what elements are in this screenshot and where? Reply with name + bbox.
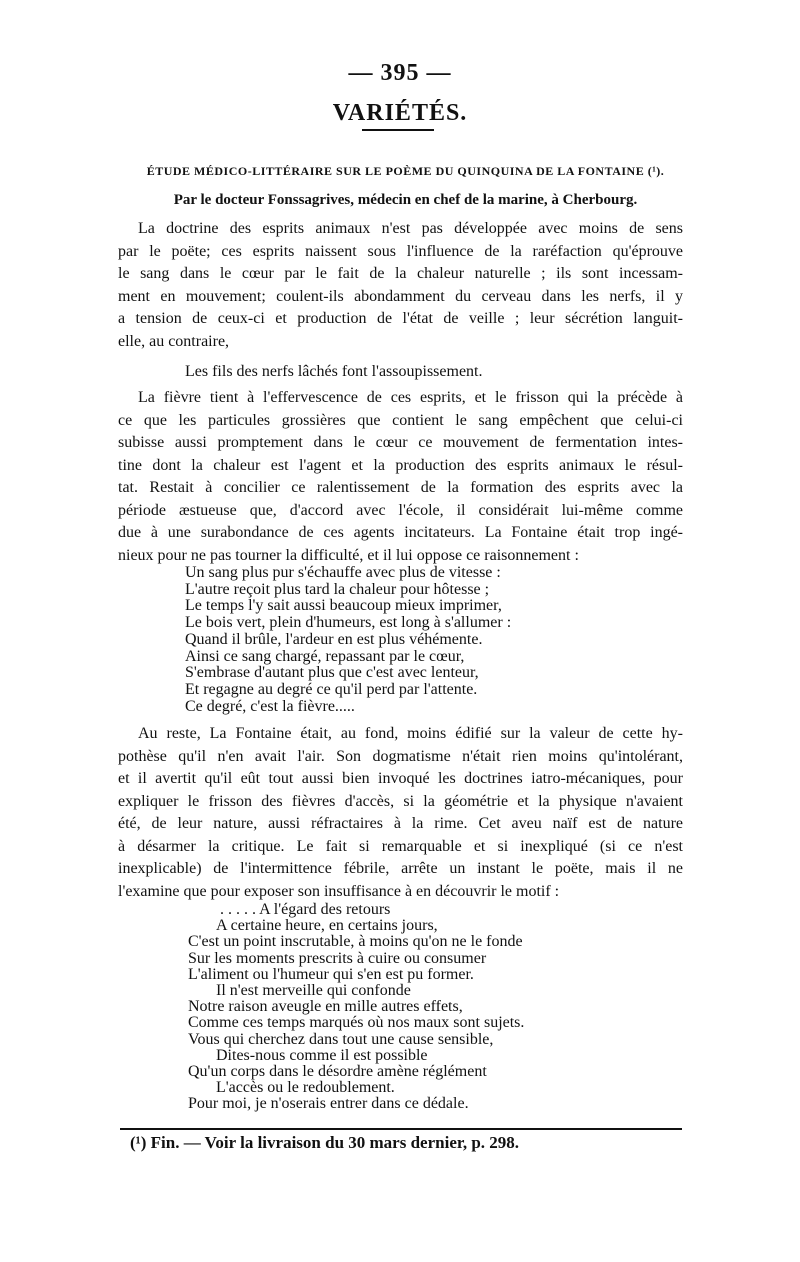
verse-line: Vous qui cherchez dans tout une cause sensible,: [188, 1030, 494, 1048]
verse-line: Qu'un corps dans le désordre amène réglément: [188, 1063, 487, 1081]
text-line: ce que les particules grossières que contient le sang empêchent que celui-ci: [118, 411, 683, 429]
verse-line: . . . . . A l'égard des retours: [220, 901, 391, 918]
paragraph-1: [118, 218, 683, 353]
text-line: expliquer le frisson des fièvres d'accès, si la géométrie et la physique n'avaient: [118, 792, 683, 810]
verse-line: Notre raison aveugle en mille autres effets,: [188, 998, 463, 1016]
text-line: La doctrine des esprits animaux n'est pas développée avec moins de sens: [138, 220, 683, 237]
verse-line: L'aliment ou l'humeur qui s'en est pu former.: [188, 965, 474, 983]
verse-block-1: [185, 565, 511, 715]
text-line: inexplicable) de l'intermittence fébrile, arrête un instant le poëte, mais il ne: [118, 860, 683, 877]
verse-line: A certaine heure, en certains jours,: [216, 917, 438, 935]
text-line: été, de leur nature, aussi réfractaires à la rime. Cet aveu naïf est de nature: [118, 815, 683, 832]
paragraph-2: [118, 387, 683, 567]
text-line: elle, au contraire,: [118, 332, 230, 350]
text-line: pothèse qu'il n'en avait l'air. Son dogmatisme n'était rien moins qu'intolérant,: [118, 747, 683, 765]
verse-line: Sur les moments prescrits à cuire ou consumer: [188, 949, 487, 967]
footnote-rule: [120, 1128, 682, 1130]
verse-block-2: [188, 902, 524, 1113]
text-line: le sang dans le cœur par le fait de la chaleur naturelle ; ils sont incessam-: [118, 265, 683, 282]
text-line: période æstueuse que, d'accord avec l'école, il considérait lui-même comme: [118, 501, 683, 519]
text-line: Au reste, La Fontaine était, au fond, moins édifié sur la valeur de cette hy-: [138, 725, 683, 742]
text-line: tine dont la chaleur est l'agent et la production des esprits animaux le résul-: [118, 456, 683, 474]
verse-line: Le bois vert, plein d'humeurs, est long à s'allumer :: [185, 614, 512, 632]
text-line: subisse aussi promptement dans le cœur ce mouvement de fermentation intes-: [118, 434, 683, 451]
page-number: — 395 —: [348, 60, 452, 86]
verse-line: Quand il brûle, l'ardeur en est plus véhémente.: [185, 630, 483, 648]
verse-line: Ce degré, c'est la fièvre.....: [185, 697, 355, 715]
section-title: VARIÉTÉS.: [332, 100, 468, 126]
text-line: à désarmer la critique. Le fait si remarquable et si inexpliqué (si ce n'est: [118, 837, 683, 855]
text-line: tat. Restait à concilier ce ralentissement de la formation des esprits avec la: [118, 479, 683, 496]
verse-line: Dites-nous comme il est possible: [216, 1046, 428, 1064]
byline: Par le docteur Fonssagrives, médecin en chef de la marine, à Cherbourg.: [173, 192, 638, 208]
verse-line: L'accès ou le redoublement.: [216, 1079, 395, 1097]
text-line: La fièvre tient à l'effervescence de ces esprits, et le frisson qui la précède à: [138, 389, 683, 406]
verse-line: Pour moi, je n'oserais entrer dans ce dédale.: [188, 1095, 469, 1113]
text-line: l'examine que pour exposer son insuffisance à en découvrir le motif :: [118, 882, 560, 900]
text-line: a tension de ceux-ci et production de l'état de veille ; leur sécrétion languit-: [118, 310, 683, 327]
verse-line: Le temps l'y sait aussi beaucoup mieux imprimer,: [185, 597, 502, 615]
footnote: (¹) Fin. — Voir la livraison du 30 mars dernier, p. 298.: [130, 1133, 520, 1152]
verse-line: Il n'est merveille qui confonde: [216, 982, 411, 1000]
verse-line: Et regagne au degré ce qu'il perd par l'attente.: [185, 680, 478, 698]
verse-line: Ainsi ce sang chargé, repassant par le cœur,: [185, 647, 465, 665]
text-line: et il avertit qu'il eût tout aussi bien invoqué les doctrines iatro-mécaniques, pour: [118, 770, 683, 787]
verse-line: C'est un point inscrutable, à moins qu'on ne le fonde: [188, 933, 523, 951]
text-line: nieux pour ne pas tourner la difficulté, et il lui oppose ce raisonnement :: [118, 546, 579, 564]
verse-line: Un sang plus pur s'échauffe avec plus de vitesse :: [185, 564, 501, 581]
text-line: due à une surabondance de ces agents incitateurs. La Fontaine était trop ingé-: [118, 524, 683, 541]
paragraph-3: [118, 723, 683, 903]
quote-line: Les fils des nerfs lâchés font l'assoupissement.: [185, 363, 483, 380]
verse-line: S'embrase d'autant plus que c'est avec lenteur,: [185, 664, 479, 682]
text-line: ment en mouvement; coulent-ils abondamment du cerveau dans les nerfs, il y: [118, 287, 683, 305]
verse-line: Comme ces temps marqués où nos maux sont sujets.: [188, 1014, 525, 1032]
article-title: ÉTUDE MÉDICO-LITTÉRAIRE SUR LE POÈME DU QUINQUINA DE LA FONTAINE (¹).: [146, 164, 665, 178]
text-line: par le poëte; ces esprits naissent sous l'influence de la raréfaction qu'éprouve: [118, 242, 683, 260]
verse-line: L'autre reçoit plus tard la chaleur pour hôtesse ;: [185, 580, 490, 598]
title-rule: [362, 129, 434, 131]
